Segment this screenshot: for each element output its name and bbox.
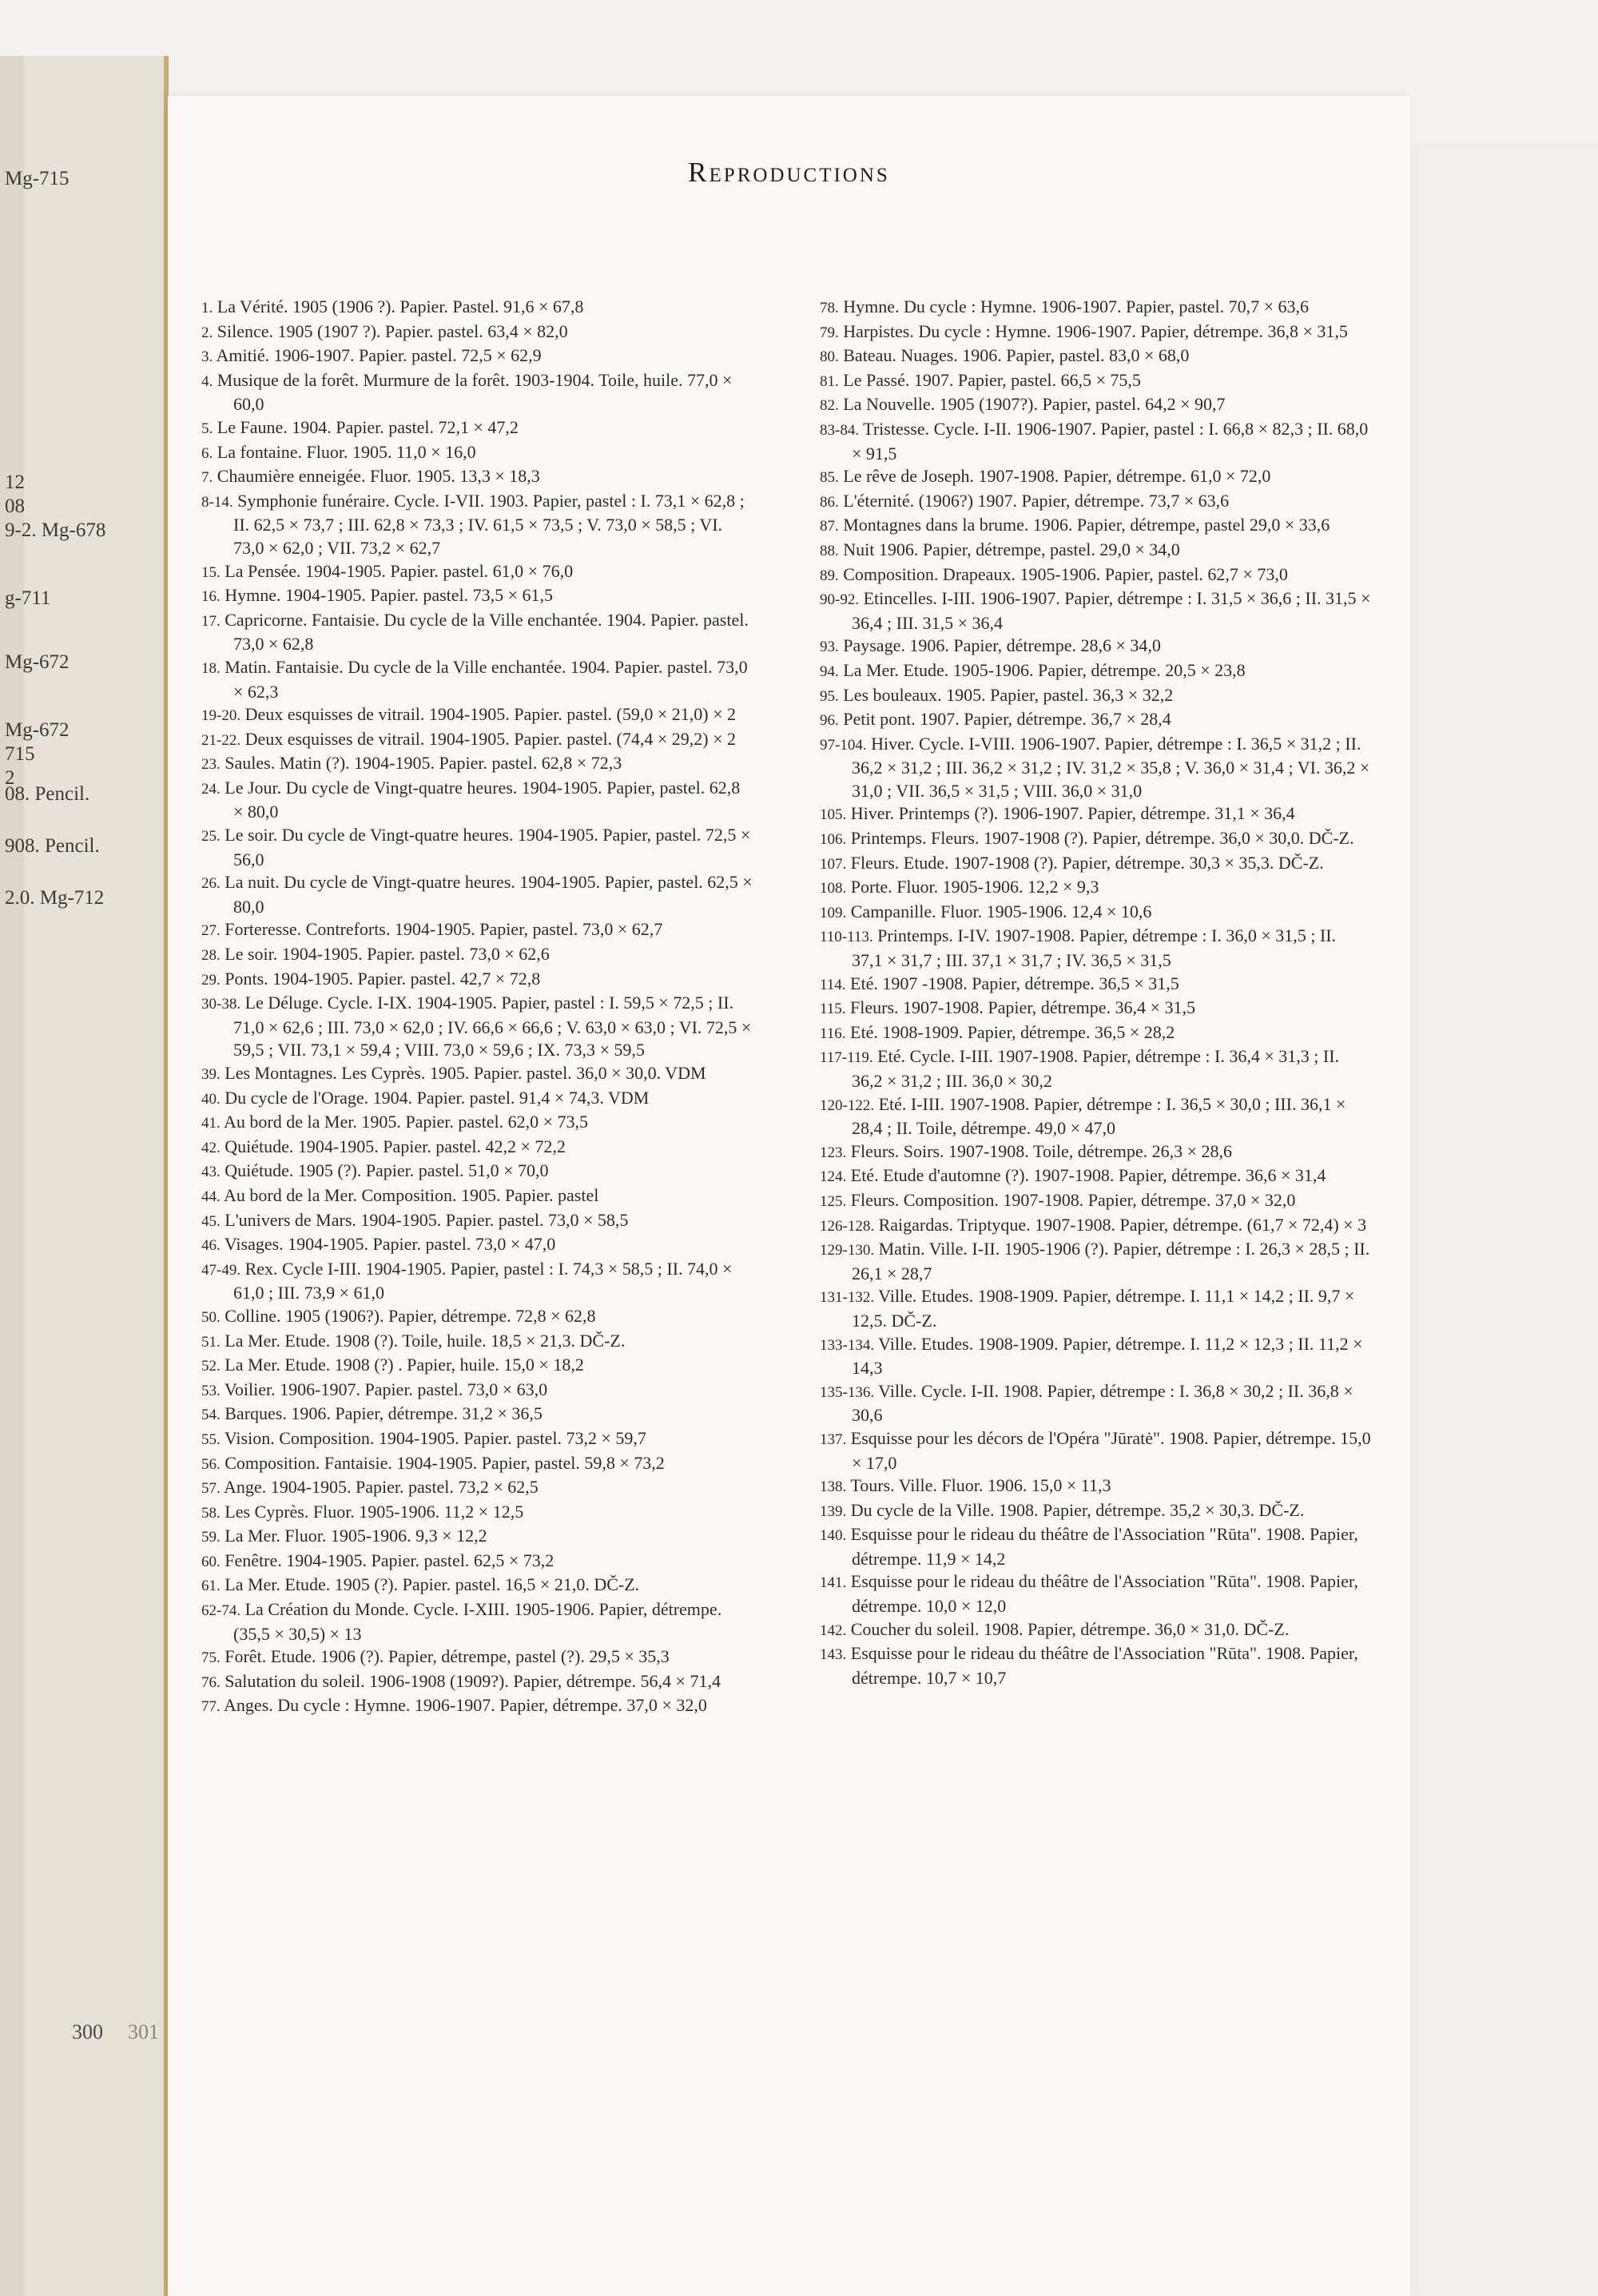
entry-text: Printemps. Fleurs. 1907-1908 (?). Papier, détrempe. 36,0 × 30,0. DČ-Z. bbox=[846, 828, 1354, 849]
catalogue-entry bbox=[201, 1160, 753, 1184]
entry-text: Salutation du soleil. 1906-1908 (1909?). Papier, détrempe. 56,4 × 71,4 bbox=[220, 1670, 721, 1691]
left-page-fragment: 08 bbox=[5, 495, 25, 517]
catalogue-entry bbox=[201, 344, 753, 369]
catalogue-entry bbox=[201, 1209, 753, 1234]
entry-number: 141. bbox=[820, 1574, 847, 1592]
entry-text: Esquisse pour le rideau du théâtre de l'Association "Rūta". 1908. Papier, détrempe. 10,7 × 10,7 bbox=[846, 1643, 1358, 1688]
catalogue-entry bbox=[820, 563, 1371, 588]
catalogue-entry bbox=[820, 827, 1371, 852]
page-number-gutter: 301 bbox=[128, 2020, 159, 2043]
entry-text: Le soir. Du cycle de Vingt-quatre heures. 1904-1905. Papier, pastel. 72,5 × 56,0 bbox=[220, 825, 751, 869]
entry-text: L'éternité. (1906?) 1907. Papier, détrempe. 73,7 × 63,6 bbox=[838, 490, 1230, 511]
entry-number: 57. bbox=[201, 1480, 221, 1498]
catalogue-entry bbox=[201, 560, 753, 585]
catalogue-entry bbox=[201, 1136, 753, 1160]
catalogue-entry bbox=[201, 1330, 753, 1355]
catalogue-entry bbox=[820, 465, 1371, 490]
entry-number: 55. bbox=[201, 1431, 221, 1448]
entry-text: Fenêtre. 1904-1905. Papier. pastel. 62,5 × 73,2 bbox=[220, 1550, 555, 1570]
entry-number: 142. bbox=[820, 1622, 847, 1639]
entry-text: Silence. 1905 (1907 ?). Papier. pastel. 63,4 × 82,0 bbox=[213, 320, 568, 341]
entry-number: 29. bbox=[201, 971, 221, 989]
entry-number: 30-38. bbox=[201, 996, 241, 1013]
entry-number: 2. bbox=[201, 324, 213, 341]
catalogue-entry bbox=[820, 708, 1371, 733]
entry-number: 51. bbox=[201, 1333, 221, 1351]
catalogue-entry bbox=[201, 968, 753, 993]
entry-text: Voilier. 1906-1907. Papier. pastel. 73,0 × 63,0 bbox=[220, 1379, 548, 1399]
catalogue-entry bbox=[201, 1354, 753, 1379]
catalogue-entry bbox=[820, 1214, 1371, 1239]
entry-text: Le Déluge. Cycle. I-IX. 1904-1905. Papier, pastel : I. 59,5 × 72,5 ; II. 71,0 × 62,6 ; III. 73,0 × 62,0 ; IV. 66,6 × 66,6 ; V. 63,0 × 63,0 ; VI. 72,5 × 59,5 ; VII. 73,1 × 59,4 ; VIII. 73,0 × 59,6 ; IX. 73,3 × 59,5 bbox=[233, 993, 752, 1060]
catalogue-entry bbox=[201, 1670, 753, 1695]
catalogue-entry bbox=[820, 1140, 1371, 1165]
catalogue-entry bbox=[820, 320, 1371, 345]
catalogue-entry bbox=[820, 635, 1371, 659]
entry-text: Harpistes. Du cycle : Hymne. 1906-1907. Papier, détrempe. 36,8 × 31,5 bbox=[838, 320, 1348, 341]
entry-number: 94. bbox=[820, 663, 839, 680]
catalogue-entry bbox=[820, 490, 1371, 515]
left-page-fragment: 908. Pencil. bbox=[5, 835, 100, 857]
catalogue-entry bbox=[820, 901, 1371, 925]
catalogue-entry bbox=[201, 1452, 753, 1477]
entry-number: 90-92. bbox=[820, 591, 860, 609]
entry-text: Au bord de la Mer. 1905. Papier. pastel. 62,0 × 73,5 bbox=[220, 1112, 589, 1132]
entry-number: 109. bbox=[820, 904, 847, 921]
entry-text: Matin. Ville. I-II. 1905-1906 (?). Papier, détrempe : I. 26,3 × 28,5 ; II. 26,1 × 28,7 bbox=[852, 1239, 1370, 1283]
catalogue-entry bbox=[201, 1427, 753, 1452]
entry-number: 106. bbox=[820, 831, 847, 849]
catalogue-entry bbox=[201, 609, 753, 656]
catalogue-entry bbox=[201, 1598, 753, 1645]
entry-number: 77. bbox=[201, 1698, 221, 1716]
entry-number: 16. bbox=[201, 588, 221, 606]
left-page-fragment: 9-2. Mg-678 bbox=[5, 519, 106, 541]
catalogue-entry bbox=[201, 584, 753, 609]
entry-number: 133-134. bbox=[820, 1336, 875, 1354]
entry-text: Hymne. Du cycle : Hymne. 1906-1907. Papier, pastel. 70,7 × 63,6 bbox=[838, 296, 1310, 316]
entry-text: La Mer. Etude. 1905 (?). Papier. pastel. 16,5 × 21,0. DČ-Z. bbox=[220, 1574, 640, 1595]
entry-number: 80. bbox=[820, 348, 839, 366]
catalogue-entry bbox=[820, 539, 1371, 563]
entry-number: 129-130. bbox=[820, 1242, 875, 1259]
entry-text: Eté. Etude d'automne (?). 1907-1908. Papier, détrempe. 36,6 × 31,4 bbox=[846, 1165, 1326, 1186]
entry-text: La fontaine. Fluor. 1905. 11,0 × 16,0 bbox=[213, 441, 476, 462]
entry-number: 42. bbox=[201, 1139, 221, 1156]
catalogue-entry bbox=[820, 684, 1371, 709]
catalogue-entry bbox=[201, 490, 753, 560]
catalogue-entry bbox=[201, 703, 753, 728]
catalogue-entry bbox=[820, 1093, 1371, 1140]
entry-text: Bateau. Nuages. 1906. Papier, pastel. 83,0 × 68,0 bbox=[838, 345, 1190, 366]
entry-text: Musique de la forêt. Murmure de la forêt. 1903-1904. Toile, huile. 77,0 × 60,0 bbox=[213, 369, 733, 415]
entry-number: 5. bbox=[201, 420, 213, 437]
catalogue-entry bbox=[820, 1642, 1371, 1689]
entry-number: 75. bbox=[201, 1649, 221, 1667]
catalogue-entry bbox=[820, 418, 1371, 465]
entry-text: Colline. 1905 (1906?). Papier, détrempe. 72,8 × 62,8 bbox=[220, 1305, 596, 1326]
entry-number: 79. bbox=[820, 324, 839, 341]
entry-number: 88. bbox=[820, 542, 839, 559]
catalogue-entry bbox=[201, 1403, 753, 1427]
catalogue-entry bbox=[820, 997, 1371, 1021]
entry-number: 28. bbox=[201, 947, 221, 965]
entry-text: Deux esquisses de vitrail. 1904-1905. Papier. pastel. (59,0 × 21,0) × 2 bbox=[240, 704, 737, 725]
entry-text: Les bouleaux. 1905. Papier, pastel. 36,3 × 32,2 bbox=[838, 684, 1174, 705]
entry-number: 21-22. bbox=[201, 731, 241, 749]
entry-number: 85. bbox=[820, 469, 839, 487]
entry-number: 138. bbox=[820, 1478, 847, 1496]
entry-text: Petit pont. 1907. Papier, détrempe. 36,7 × 28,4 bbox=[838, 709, 1171, 730]
entry-text: La Mer. Fluor. 1905-1906. 9,3 × 12,2 bbox=[220, 1526, 487, 1546]
entry-number: 39. bbox=[201, 1066, 221, 1083]
entry-number: 41. bbox=[201, 1115, 221, 1132]
entry-text: Eté. I-III. 1907-1908. Papier, détrempe : I. 36,5 × 30,0 ; III. 36,1 × 28,4 ; II. Toile, détrempe. 49,0 × 47,0 bbox=[852, 1093, 1346, 1139]
entry-number: 58. bbox=[201, 1504, 221, 1522]
catalogue-entry bbox=[820, 925, 1371, 972]
entry-number: 105. bbox=[820, 806, 847, 824]
entry-text: Chaumière enneigée. Fluor. 1905. 13,3 × 18,3 bbox=[213, 466, 540, 487]
entry-number: 1. bbox=[201, 300, 213, 316]
catalogue-entry bbox=[201, 1694, 753, 1719]
entry-number: 143. bbox=[820, 1646, 847, 1664]
entry-text: La Mer. Etude. 1905-1906. Papier, détrempe. 20,5 × 23,8 bbox=[838, 659, 1246, 680]
entry-number: 78. bbox=[820, 300, 839, 316]
entry-text: Composition. Drapeaux. 1905-1906. Papier, pastel. 62,7 × 73,0 bbox=[838, 563, 1288, 584]
catalogue-entry bbox=[820, 1570, 1371, 1618]
entry-text: Hiver. Printemps (?). 1906-1907. Papier, détrempe. 31,1 × 36,4 bbox=[846, 803, 1295, 824]
entry-text: Tristesse. Cycle. I-II. 1906-1907. Papier, pastel : I. 66,8 × 82,3 ; II. 68,0 × 91,5 bbox=[852, 418, 1369, 464]
entry-text: Le soir. 1904-1905. Papier. pastel. 73,0 × 62,6 bbox=[220, 944, 550, 965]
entry-text: Visages. 1904-1905. Papier. pastel. 73,0 × 47,0 bbox=[220, 1234, 556, 1255]
catalogue-entry bbox=[201, 1087, 753, 1112]
entry-text: Anges. Du cycle : Hymne. 1906-1907. Papier, détrempe. 37,0 × 32,0 bbox=[220, 1695, 707, 1716]
catalogue-entry bbox=[201, 320, 753, 345]
catalogue-entry bbox=[820, 369, 1371, 394]
catalogue-entry bbox=[820, 1474, 1371, 1499]
entry-text: Esquisse pour les décors de l'Opéra "Jūratė". 1908. Papier, détrempe. 15,0 × 17,0 bbox=[846, 1427, 1371, 1473]
entry-number: 52. bbox=[201, 1358, 221, 1375]
entry-text: Raigardas. Triptyque. 1907-1908. Papier, détrempe. (61,7 × 72,4) × 3 bbox=[874, 1214, 1367, 1235]
entry-number: 3. bbox=[201, 348, 213, 366]
catalogue-entry bbox=[201, 871, 753, 918]
entry-number: 110-113. bbox=[820, 929, 873, 946]
entry-text: La Mer. Etude. 1908 (?) . Papier, huile. 15,0 × 18,2 bbox=[220, 1355, 584, 1375]
entry-number: 8-14. bbox=[201, 493, 233, 511]
entry-number: 45. bbox=[201, 1212, 221, 1230]
entry-number: 43. bbox=[201, 1164, 221, 1181]
catalogue-entry bbox=[201, 1258, 753, 1305]
right-page bbox=[168, 96, 1410, 2296]
entry-text: Fleurs. Etude. 1907-1908 (?). Papier, détrempe. 30,3 × 35,3. DČ-Z. bbox=[846, 852, 1324, 873]
entry-text: Eté. 1907 -1908. Papier, détrempe. 36,5 × 31,5 bbox=[845, 973, 1179, 993]
catalogue-entry bbox=[201, 752, 753, 777]
entry-text: Quiétude. 1905 (?). Papier. pastel. 51,0 × 70,0 bbox=[220, 1160, 549, 1181]
entry-number: 50. bbox=[201, 1308, 221, 1326]
entry-text: Le Faune. 1904. Papier. pastel. 72,1 × 47,2 bbox=[213, 416, 519, 437]
catalogue-entry bbox=[201, 656, 753, 703]
entry-text: La Mer. Etude. 1908 (?). Toile, huile. 18,5 × 21,3. DČ-Z. bbox=[220, 1330, 626, 1351]
entry-text: Ville. Cycle. I-II. 1908. Papier, détrempe : I. 36,8 × 30,2 ; II. 36,8 × 30,6 bbox=[852, 1380, 1354, 1426]
catalogue-entry bbox=[820, 1021, 1371, 1046]
entry-text: Ville. Etudes. 1908-1909. Papier, détrempe. I. 11,2 × 12,3 ; II. 11,2 × 14,3 bbox=[852, 1333, 1363, 1379]
catalogue-entry bbox=[201, 465, 753, 490]
entry-text: Campanille. Fluor. 1905-1906. 12,4 × 10,6 bbox=[846, 901, 1152, 921]
entry-number: 89. bbox=[820, 567, 839, 584]
entry-text: Printemps. I-IV. 1907-1908. Papier, détrempe : I. 36,0 × 31,5 ; II. 37,1 × 31,7 ; III. 37,1 × 31,7 ; IV. 36,5 × 31,5 bbox=[852, 925, 1337, 971]
catalogue-entry bbox=[201, 1305, 753, 1330]
entry-number: 97-104. bbox=[820, 736, 867, 754]
catalogue-entry bbox=[820, 876, 1371, 901]
catalogue-entry bbox=[201, 1233, 753, 1258]
entry-text: La Pensée. 1904-1905. Papier. pastel. 61,0 × 76,0 bbox=[220, 560, 574, 581]
entry-text: Quiétude. 1904-1905. Papier. pastel. 42,2 × 72,2 bbox=[220, 1136, 566, 1156]
entry-number: 139. bbox=[820, 1502, 847, 1520]
catalogue-entry bbox=[820, 852, 1371, 877]
entry-text: Les Cyprès. Fluor. 1905-1906. 11,2 × 12,5 bbox=[220, 1501, 524, 1522]
left-page-fragment: Mg-672 bbox=[5, 719, 70, 741]
entry-text: Ange. 1904-1905. Papier. pastel. 73,2 × 62,5 bbox=[220, 1477, 539, 1498]
entry-number: 131-132. bbox=[820, 1289, 875, 1307]
entry-text: Paysage. 1906. Papier, détrempe. 28,6 × 34,0 bbox=[838, 635, 1161, 656]
entry-text: Coucher du soleil. 1908. Papier, détrempe. 36,0 × 31,0. DČ-Z. bbox=[846, 1618, 1290, 1639]
entry-number: 82. bbox=[820, 397, 839, 415]
catalogue-entry bbox=[201, 1645, 753, 1670]
catalogue-entry bbox=[201, 1550, 753, 1574]
entry-number: 137. bbox=[820, 1431, 847, 1448]
entry-text: Capricorne. Fantaisie. Du cycle de la Ville enchantée. 1904. Papier. pastel. 73,0 × 62,8 bbox=[220, 609, 749, 655]
entry-number: 17. bbox=[201, 612, 221, 630]
entry-text: Forêt. Etude. 1906 (?). Papier, détrempe, pastel (?). 29,5 × 35,3 bbox=[220, 1646, 670, 1667]
entry-text: Au bord de la Mer. Composition. 1905. Papier. pastel bbox=[220, 1184, 599, 1205]
catalogue-entry bbox=[201, 992, 753, 1062]
left-page-fragment: g-711 bbox=[5, 587, 51, 609]
catalogue-entry bbox=[820, 1523, 1371, 1570]
entry-number: 27. bbox=[201, 922, 221, 940]
left-page bbox=[0, 56, 169, 2296]
catalogue-entry bbox=[201, 918, 753, 943]
catalogue-entry bbox=[201, 1574, 753, 1598]
catalogue-entry bbox=[201, 777, 753, 824]
entry-text: La Nouvelle. 1905 (1907?). Papier, pastel. 64,2 × 90,7 bbox=[838, 394, 1226, 415]
entry-number: 117-119. bbox=[820, 1049, 873, 1067]
entry-text: Porte. Fluor. 1905-1906. 12,2 × 9,3 bbox=[846, 877, 1099, 897]
catalogue-entry bbox=[820, 1427, 1371, 1474]
entry-text: Saules. Matin (?). 1904-1905. Papier. pastel. 62,8 × 72,3 bbox=[220, 753, 622, 774]
entry-text: Hiver. Cycle. I-VIII. 1906-1907. Papier, détrempe : I. 36,5 × 31,2 ; II. 36,2 × 31,2 ; III. 36,2 × 31,2 ; IV. 31,2 × 35,8 ; V. 36,0 × 31,4 ; VI. 36,2 × 31,0 ; VII. 36,5 × 31,5 ; VIII. 36,0 × 31,0 bbox=[852, 733, 1370, 801]
entry-number: 23. bbox=[201, 756, 221, 774]
catalogue-entry bbox=[820, 1618, 1371, 1643]
entry-number: 54. bbox=[201, 1407, 221, 1424]
entry-text: Nuit 1906. Papier, détrempe, pastel. 29,0 × 34,0 bbox=[838, 539, 1180, 559]
entry-number: 108. bbox=[820, 880, 847, 897]
catalogue-entry bbox=[820, 659, 1371, 684]
entry-number: 53. bbox=[201, 1382, 221, 1399]
entry-text: Montagnes dans la brume. 1906. Papier, détrempe, pastel 29,0 × 33,6 bbox=[838, 515, 1330, 535]
catalogue-entry bbox=[820, 1285, 1371, 1332]
catalogue-entry bbox=[820, 733, 1371, 803]
catalogue-entry bbox=[201, 728, 753, 753]
entry-number: 76. bbox=[201, 1673, 221, 1691]
entry-text: Fleurs. Composition. 1907-1908. Papier, détrempe. 37,0 × 32,0 bbox=[846, 1189, 1296, 1210]
catalogue-entry bbox=[820, 1238, 1371, 1285]
left-page-edge bbox=[0, 56, 24, 2296]
entry-number: 7. bbox=[201, 469, 213, 487]
entry-number: 61. bbox=[201, 1578, 221, 1595]
page-number: 300 bbox=[72, 2020, 103, 2043]
entry-number: 40. bbox=[201, 1090, 221, 1108]
catalogue-entry bbox=[820, 1189, 1371, 1214]
catalogue-entry bbox=[820, 344, 1371, 369]
catalogue-entry bbox=[201, 1525, 753, 1550]
entry-text: Etincelles. I-III. 1906-1907. Papier, détrempe : I. 31,5 × 36,6 ; II. 31,5 × 36,4 ; III. 31,5 × 36,4 bbox=[852, 588, 1371, 633]
left-page-fragment: 08. Pencil. bbox=[5, 783, 90, 805]
entry-text: La Vérité. 1905 (1906 ?). Papier. Pastel. 91,6 × 67,8 bbox=[213, 296, 584, 316]
entry-number: 86. bbox=[820, 493, 839, 511]
entry-text: Fleurs. Soirs. 1907-1908. Toile, détrempe. 26,3 × 28,6 bbox=[846, 1140, 1233, 1161]
entry-text: Le Jour. Du cycle de Vingt-quatre heures. 1904-1905. Papier, pastel. 62,8 × 80,0 bbox=[220, 777, 741, 822]
entry-number: 18. bbox=[201, 659, 221, 677]
entry-number: 62-74. bbox=[201, 1602, 241, 1620]
entry-text: Rex. Cycle I-III. 1904-1905. Papier, pastel : I. 74,3 × 58,5 ; II. 74,0 × 61,0 ; III. 73,9 × 61,0 bbox=[233, 1258, 733, 1303]
entry-number: 25. bbox=[201, 828, 221, 846]
entry-number: 96. bbox=[820, 712, 839, 730]
catalogue-column-right bbox=[820, 296, 1371, 1689]
entry-text: Du cycle de l'Orage. 1904. Papier. pastel. 91,4 × 74,3. VDM bbox=[220, 1087, 650, 1108]
entry-number: 6. bbox=[201, 444, 213, 462]
entry-text: Fleurs. 1907-1908. Papier, détrempe. 36,4 × 31,5 bbox=[845, 997, 1195, 1018]
catalogue-entry bbox=[820, 1499, 1371, 1524]
catalogue-entry bbox=[820, 514, 1371, 539]
catalogue-entry bbox=[820, 587, 1371, 635]
catalogue-entry bbox=[820, 393, 1371, 418]
left-page-fragment: Mg-672 bbox=[5, 651, 70, 673]
entry-text: Esquisse pour le rideau du théâtre de l'Association "Rūta". 1908. Papier, détrempe. 11,9 × 14,2 bbox=[846, 1524, 1358, 1569]
catalogue-entry bbox=[820, 296, 1371, 320]
left-page-fragment: Mg-715 bbox=[5, 168, 70, 189]
entry-number: 107. bbox=[820, 855, 847, 873]
left-page-fragment: 715 bbox=[5, 743, 35, 765]
catalogue-entry bbox=[820, 1164, 1371, 1189]
entry-number: 46. bbox=[201, 1237, 221, 1255]
catalogue-entry bbox=[820, 1380, 1371, 1427]
entry-text: L'univers de Mars. 1904-1905. Papier. pastel. 73,0 × 58,5 bbox=[220, 1209, 629, 1230]
entry-text: Eté. Cycle. I-III. 1907-1908. Papier, détrempe : I. 36,4 × 31,3 ; II. 36,2 × 31,2 ; III. 36,0 × 30,2 bbox=[852, 1046, 1340, 1091]
entry-number: 56. bbox=[201, 1455, 221, 1473]
entry-number: 59. bbox=[201, 1529, 221, 1546]
entry-number: 123. bbox=[820, 1144, 847, 1161]
entry-number: 126-128. bbox=[820, 1217, 875, 1235]
entry-text: Amitié. 1906-1907. Papier. pastel. 72,5 × 62,9 bbox=[213, 345, 542, 366]
entry-number: 93. bbox=[820, 639, 839, 656]
entry-text: Le rêve de Joseph. 1907-1908. Papier, détrempe. 61,0 × 72,0 bbox=[838, 466, 1271, 487]
left-page-fragment: 12 bbox=[5, 472, 25, 493]
entry-number: 124. bbox=[820, 1168, 847, 1186]
entry-text: Deux esquisses de vitrail. 1904-1905. Papier. pastel. (74,4 × 29,2) × 2 bbox=[240, 728, 737, 749]
entry-number: 115. bbox=[820, 1001, 846, 1018]
entry-number: 15. bbox=[201, 563, 221, 581]
entry-text: Ponts. 1904-1905. Papier. pastel. 42,7 × 72,8 bbox=[220, 968, 541, 989]
entry-number: 95. bbox=[820, 687, 839, 705]
entry-text: La nuit. Du cycle de Vingt-quatre heures. 1904-1905. Papier, pastel. 62,5 × 80,0 bbox=[220, 872, 753, 917]
entry-text: Le Passé. 1907. Papier, pastel. 66,5 × 75,5 bbox=[838, 369, 1141, 390]
entry-number: 125. bbox=[820, 1192, 847, 1210]
entry-text: Forteresse. Contreforts. 1904-1905. Papier, pastel. 73,0 × 62,7 bbox=[220, 919, 663, 940]
entry-number: 116. bbox=[820, 1025, 846, 1042]
entry-text: Du cycle de la Ville. 1908. Papier, détrempe. 35,2 × 30,3. DČ-Z. bbox=[846, 1499, 1305, 1520]
entry-text: Les Montagnes. Les Cyprès. 1905. Papier. pastel. 36,0 × 30,0. VDM bbox=[220, 1063, 706, 1083]
entry-number: 47-49. bbox=[201, 1261, 241, 1279]
catalogue-entry bbox=[820, 973, 1371, 997]
entry-number: 114. bbox=[820, 976, 846, 993]
entry-number: 135-136. bbox=[820, 1383, 875, 1401]
entry-text: Barques. 1906. Papier, détrempe. 31,2 × 36,5 bbox=[220, 1403, 543, 1424]
catalogue-entry bbox=[201, 1062, 753, 1087]
catalogue-entry bbox=[201, 296, 753, 320]
entry-number: 26. bbox=[201, 875, 221, 893]
entry-number: 120-122. bbox=[820, 1096, 875, 1114]
catalogue-entry bbox=[201, 1379, 753, 1403]
entry-text: Esquisse pour le rideau du théâtre de l'Association "Rūta". 1908. Papier, détrempe. 10,0 × 12,0 bbox=[846, 1571, 1358, 1617]
entry-number: 87. bbox=[820, 518, 839, 535]
catalogue-entry bbox=[201, 824, 753, 871]
catalogue-entry bbox=[201, 416, 753, 441]
entry-number: 19-20. bbox=[201, 707, 241, 725]
catalogue-entry bbox=[201, 1111, 753, 1136]
entry-text: Eté. 1908-1909. Papier, détrempe. 36,5 × 28,2 bbox=[845, 1021, 1175, 1042]
catalogue-column-left bbox=[201, 296, 753, 1719]
catalogue-entry bbox=[201, 441, 753, 466]
entry-number: 4. bbox=[201, 372, 213, 390]
entry-number: 83-84. bbox=[820, 421, 860, 439]
entry-text: La Création du Monde. Cycle. I-XIII. 1905-1906. Papier, détrempe. (35,5 × 30,5) × 13 bbox=[233, 1599, 722, 1644]
entry-text: Matin. Fantaisie. Du cycle de la Ville enchantée. 1904. Papier. pastel. 73,0 × 62,3 bbox=[220, 656, 748, 702]
catalogue-entry bbox=[201, 1184, 753, 1209]
catalogue-entry bbox=[820, 802, 1371, 827]
catalogue-entry bbox=[820, 1045, 1371, 1092]
left-page-fragment: 2 bbox=[5, 767, 15, 789]
catalogue-entry bbox=[201, 1501, 753, 1526]
left-page-fragment: 2.0. Mg-712 bbox=[5, 887, 105, 909]
entry-number: 81. bbox=[820, 372, 839, 390]
entry-text: Composition. Fantaisie. 1904-1905. Papier, pastel. 59,8 × 73,2 bbox=[220, 1452, 665, 1473]
entry-text: Symphonie funéraire. Cycle. I-VII. 1903. Papier, pastel : I. 73,1 × 62,8 ; II. 62,5 × 73,7 ; III. 62,8 × 73,3 ; IV. 61,5 × 73,5 ; V. 73,0 × 58,5 ; VI. 73,0 × 62,0 ; VII. 73,2 × 62,7 bbox=[233, 490, 745, 558]
entry-text: Ville. Etudes. 1908-1909. Papier, détrempe. I. 11,1 × 14,2 ; II. 9,7 × 12,5. DČ-Z. bbox=[852, 1286, 1355, 1331]
catalogue-entry bbox=[820, 1333, 1371, 1380]
catalogue-entry bbox=[201, 1476, 753, 1501]
entry-number: 24. bbox=[201, 780, 221, 798]
page-title: Reproductions bbox=[688, 157, 890, 188]
catalogue-entry bbox=[201, 943, 753, 968]
entry-number: 60. bbox=[201, 1553, 221, 1570]
entry-number: 140. bbox=[820, 1527, 847, 1545]
entry-number: 44. bbox=[201, 1188, 221, 1205]
entry-text: Hymne. 1904-1905. Papier. pastel. 73,5 × 61,5 bbox=[220, 585, 554, 606]
entry-text: Vision. Composition. 1904-1905. Papier. pastel. 73,2 × 59,7 bbox=[220, 1427, 646, 1448]
entry-text: Tours. Ville. Fluor. 1906. 15,0 × 11,3 bbox=[846, 1475, 1111, 1496]
catalogue-entry bbox=[201, 369, 753, 416]
